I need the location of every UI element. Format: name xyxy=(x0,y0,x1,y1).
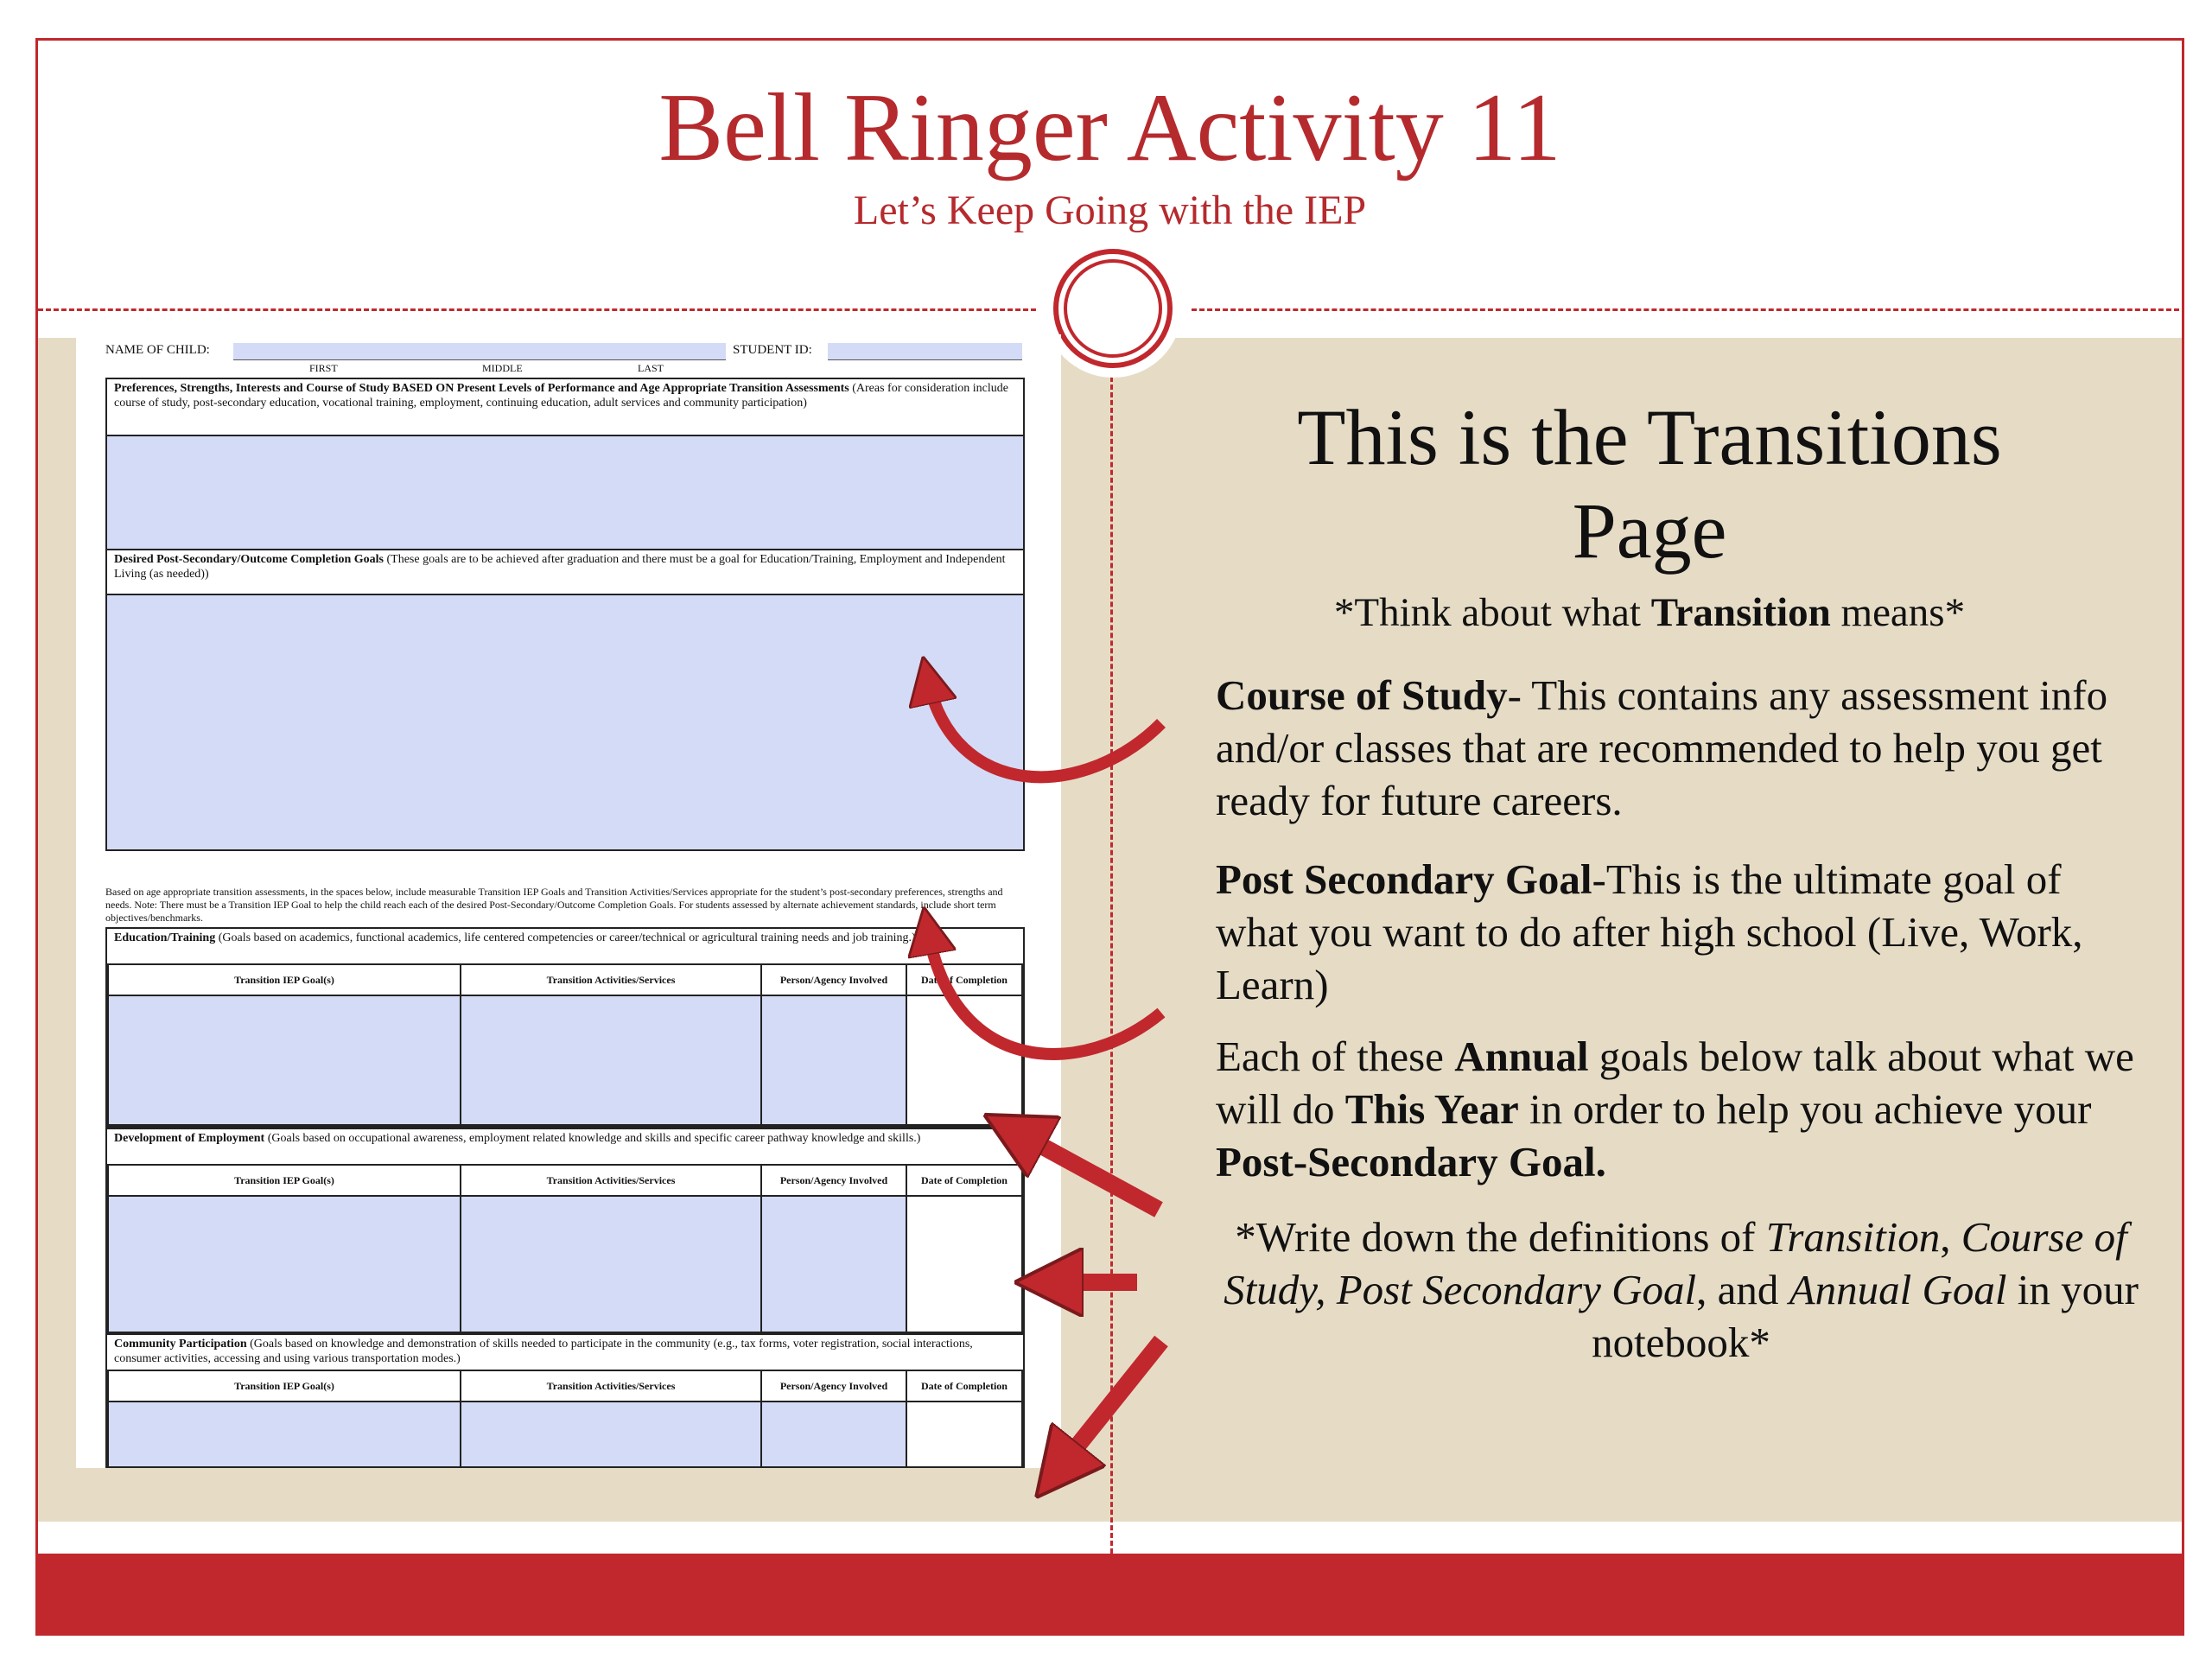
annual-goals-paragraph xyxy=(1153,1030,2146,1188)
goal-cell[interactable] xyxy=(108,1402,461,1467)
post-secondary-term: Post Secondary Goal xyxy=(1216,855,1592,903)
form-instructions: Based on age appropriate transition assessments, in the spaces below, include measurable Transition IEP Goals and Transition Activities/Services appropriate for the student’s post-secondary preferences, strengths and needs. Note: There must be a Transition IEP Goal to help the child reach each of the desired Post-Secondary/Outcome Completion Goals. For students assessed by alternate achievement standards, include short term objectives/benchmarks. xyxy=(105,886,1003,924)
education-training-table xyxy=(107,963,1023,1126)
column-header: Person/Agency Involved xyxy=(761,964,906,995)
activities-cell[interactable] xyxy=(461,995,761,1125)
employment-section xyxy=(105,1128,1025,1335)
transitions-heading xyxy=(1153,391,2146,577)
person-cell[interactable] xyxy=(761,1196,906,1332)
column-header: Transition Activities/Services xyxy=(461,1370,761,1402)
date-cell[interactable] xyxy=(906,1402,1022,1467)
think-text-end: means* xyxy=(1830,590,1966,635)
employment-note: (Goals based on occupational awareness, employment related knowledge and skills and specific career pathway knowledge and skills.) xyxy=(267,1132,921,1145)
heading-line-2: Page xyxy=(1572,486,1727,575)
annual-bold: Annual xyxy=(1454,1033,1589,1080)
column-header: Transition IEP Goal(s) xyxy=(108,964,461,995)
write-text: *Write down the definitions of xyxy=(1235,1213,1766,1261)
preferences-note: (Areas for consideration include course of study, post-secondary education, vocational training, employment, continuing education, adult services and community participation) xyxy=(114,382,1008,410)
slide-title: Bell Ringer Activity 11 xyxy=(658,74,1561,181)
person-cell[interactable] xyxy=(761,1402,906,1467)
community-note: (Goals based on knowledge and demonstration of skills needed to participate in the community (e.g., tax forms, voter registration, social interactions, consumer activities, accessing and using various transportation modes.) xyxy=(114,1338,973,1365)
column-header: Transition IEP Goal(s) xyxy=(108,1165,461,1196)
desired-goals-note: (These goals are to be achieved after graduation and there must be a goal for Education/Training, Employment and Independent Living (as needed)) xyxy=(114,553,1006,581)
footer-bar xyxy=(38,1554,2182,1633)
vertical-divider xyxy=(1110,369,1113,1561)
student-id-label: STUDENT ID: xyxy=(733,343,812,357)
slide xyxy=(35,38,2184,1636)
education-training-note: (Goals based on academics, functional academics, life centered competencies or career/technical or agricultural training needs and job training.) xyxy=(218,931,916,944)
middle-label: MIDDLE xyxy=(482,362,523,374)
annual-text: Each of these xyxy=(1216,1033,1455,1080)
community-title: Community Participation xyxy=(114,1338,247,1351)
community-table xyxy=(107,1370,1023,1468)
post-secondary-definition: -This is the ultimate goal of what you want to do after high school (Live, Work, Learn) xyxy=(1216,855,2083,1008)
goal-cell[interactable] xyxy=(108,995,461,1125)
course-of-study-paragraph xyxy=(1153,669,2146,827)
column-header: Date of Completion xyxy=(906,1165,1022,1196)
preferences-input[interactable] xyxy=(107,435,1023,549)
desired-goals-section xyxy=(105,549,1025,851)
course-of-study-term: Course of Study xyxy=(1216,671,1508,719)
column-header: Person/Agency Involved xyxy=(761,1370,906,1402)
notebook-instruction xyxy=(1153,1211,2146,1369)
desired-goals-header: Desired Post-Secondary/Outcome Completion Goals xyxy=(114,553,384,566)
employment-title: Development of Employment xyxy=(114,1132,265,1145)
divider-right xyxy=(1192,308,2184,311)
course-of-study-definition: - This contains any assessment info and/or classes that are recommended to help you get ready for future careers. xyxy=(1216,671,2108,824)
education-training-section xyxy=(105,927,1025,1128)
last-label: LAST xyxy=(638,362,664,374)
education-training-title: Education/Training xyxy=(114,931,216,944)
iep-transition-form xyxy=(76,334,1061,1468)
divider-left xyxy=(38,308,1036,311)
desired-goals-input[interactable] xyxy=(107,594,1023,849)
write-text: in your notebook* xyxy=(1592,1266,2139,1366)
title-block xyxy=(38,75,2182,234)
name-label: NAME OF CHILD: xyxy=(105,343,210,357)
heading-line-1: This is the Transitions xyxy=(1297,393,2002,481)
explanation-panel xyxy=(1153,391,2146,1369)
date-cell[interactable] xyxy=(906,995,1022,1125)
annual-text: in order to help you achieve your xyxy=(1518,1085,2092,1133)
column-header: Date of Completion xyxy=(906,964,1022,995)
this-year-bold: This Year xyxy=(1344,1085,1519,1133)
think-bold: Transition xyxy=(1650,590,1831,635)
preferences-section xyxy=(105,378,1025,550)
write-italic: Transition xyxy=(1765,1213,1941,1261)
first-label: FIRST xyxy=(309,362,338,374)
activities-cell[interactable] xyxy=(461,1402,761,1467)
circle-ornament-inner xyxy=(1064,259,1162,358)
column-header: Transition Activities/Services xyxy=(461,964,761,995)
column-header: Transition Activities/Services xyxy=(461,1165,761,1196)
preferences-header: Preferences, Strengths, Interests and Course of Study BASED ON Present Levels of Performance and Age Appropriate Transition Assessments xyxy=(114,382,849,395)
write-text: , xyxy=(1940,1213,1961,1261)
column-header: Person/Agency Involved xyxy=(761,1165,906,1196)
slide-subtitle: Let’s Keep Going with the IEP xyxy=(853,188,1367,234)
activities-cell[interactable] xyxy=(461,1196,761,1332)
name-field[interactable] xyxy=(233,343,726,360)
goal-cell[interactable] xyxy=(108,1196,461,1332)
think-prompt xyxy=(1153,589,2146,636)
column-header: Date of Completion xyxy=(906,1370,1022,1402)
employment-table xyxy=(107,1164,1023,1333)
write-italic: Annual Goal xyxy=(1789,1266,2007,1313)
student-id-field[interactable] xyxy=(828,343,1022,360)
date-cell[interactable] xyxy=(906,1196,1022,1332)
post-secondary-goal-bold: Post-Secondary Goal. xyxy=(1216,1138,1606,1185)
person-cell[interactable] xyxy=(761,995,906,1125)
write-text: , and xyxy=(1696,1266,1789,1313)
column-header: Transition IEP Goal(s) xyxy=(108,1370,461,1402)
annual-text: goals below talk about what we will do xyxy=(1216,1033,2134,1133)
think-text: *Think about what xyxy=(1333,590,1651,635)
community-section xyxy=(105,1333,1025,1468)
write-italic: Course of Study, Post Secondary Goal xyxy=(1224,1213,2127,1313)
post-secondary-paragraph xyxy=(1153,853,2146,1011)
